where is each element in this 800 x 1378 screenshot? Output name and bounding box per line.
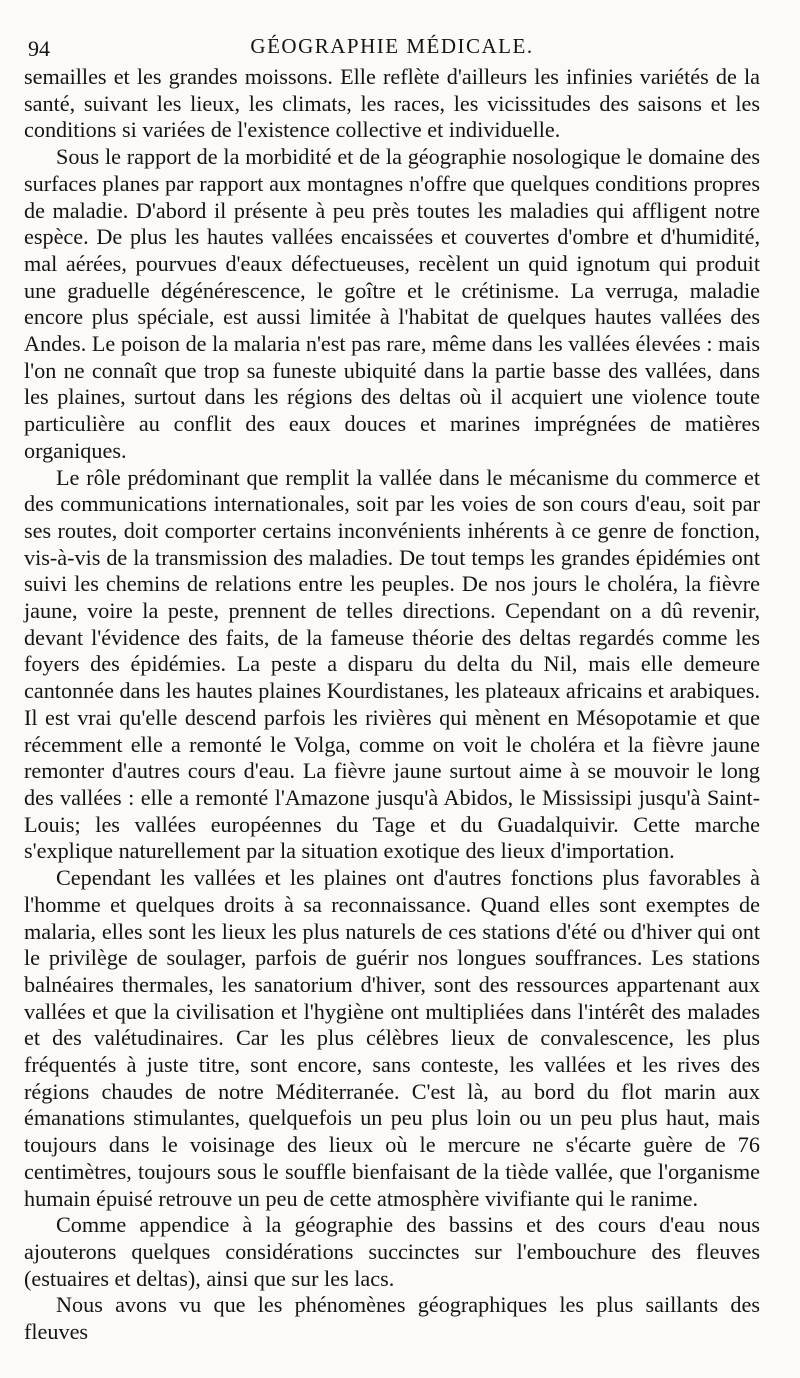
running-title: GÉOGRAPHIE MÉDICALE. bbox=[250, 34, 534, 58]
paragraph-1: semailles et les grandes moissons. Elle reflète d'ailleurs les infinies variétés de la santé, suivant les lieux, les climats, les races, les vicissitudes des saisons et les conditions si variées de l'existence collective et individuelle. bbox=[24, 64, 760, 143]
paragraph-6: Nous avons vu que les phénomènes géographiques les plus saillants des fleuves bbox=[24, 1292, 760, 1345]
body-text bbox=[24, 64, 760, 1346]
page-number: 94 bbox=[28, 36, 50, 61]
page-header bbox=[24, 20, 760, 64]
paragraph-2: Sous le rapport de la morbidité et de la géographie nosologique le domaine des surfaces planes par rapport aux montagnes n'offre que quelques conditions propres de maladie. D'abord il présente à peu près toutes les maladies qui affligent notre espèce. De plus les hautes vallées encaissées et couvertes d'ombre et d'humidité, mal aérées, pourvues d'eaux défectueuses, recèlent un quid ignotum qui produit une graduelle dégénérescence, le goître et le crétinisme. La verruga, maladie encore plus spéciale, est aussi limitée à l'habitat de quelques hautes vallées des Andes. Le poison de la malaria n'est pas rare, même dans les vallées élevées : mais l'on ne connaît que trop sa funeste ubiquité dans la partie basse des vallées, dans les plaines, surtout dans les régions des deltas où il acquiert une violence toute particulière au conflit des eaux douces et marines imprégnées de matières organiques. bbox=[24, 144, 760, 463]
paragraph-5: Comme appendice à la géographie des bassins et des cours d'eau nous ajouterons quelques considérations succinctes sur l'embouchure des fleuves (estuaires et deltas), ainsi que sur les lacs. bbox=[24, 1212, 760, 1291]
paragraph-3: Le rôle prédominant que remplit la vallée dans le mécanisme du commerce et des communications internationales, soit par les voies de son cours d'eau, soit par ses routes, doit comporter certains inconvénients inhérents à ce genre de fonction, vis-à-vis de la transmission des maladies. De tout temps les grandes épidémies ont suivi les chemins de relations entre les peuples. De nos jours le choléra, la fièvre jaune, voire la peste, prennent de telles directions. Cependant on a dû revenir, devant l'évidence des faits, de la fameuse théorie des deltas regardés comme les foyers des épidémies. La peste a disparu du delta du Nil, mais elle demeure cantonnée dans les hautes plaines Kourdistanes, les plateaux africains et arabiques. Il est vrai qu'elle descend parfois les rivières qui mènent en Mésopotamie et que récemment elle a remonté le Volga, comme on voit le choléra et la fièvre jaune remonter d'autres cours d'eau. La fièvre jaune surtout aime à se mouvoir le long des vallées : elle a remonté l'Amazone jusqu'à Abidos, le Mississipi jusqu'à Saint-Louis; les vallées européennes du Tage et du Guadalquivir. Cette marche s'explique naturellement par la situation exotique des lieux d'importation. bbox=[24, 464, 760, 864]
paragraph-4: Cependant les vallées et les plaines ont d'autres fonctions plus favorables à l'homme et quelques droits à sa reconnaissance. Quand elles sont exemptes de malaria, elles sont les lieux les plus naturels de ces stations d'été ou d'hiver qui ont le privilège de soulager, parfois de guérir nos longues souffrances. Les stations balnéaires thermales, les sanatorium d'hiver, sont des ressources appartenant aux vallées et que la civilisation et l'hygiène ont multipliées dans l'intérêt des malades et des valétudinaires. Car les plus célèbres lieux de convalescence, les plus fréquentés à juste titre, sont encore, sans conteste, les vallées et les rives des régions chaudes de notre Méditerranée. C'est là, au bord du flot marin aux émanations stimulantes, quelquefois un peu plus loin ou un peu plus haut, mais toujours dans le voisinage des lieux où le mercure ne s'écarte guère de 76 centimètres, toujours sous le souffle bienfaisant de la tiède vallée, que l'organisme humain épuisé retrouve un peu de cette atmosphère vivifiante qui le ranime. bbox=[24, 865, 760, 1211]
